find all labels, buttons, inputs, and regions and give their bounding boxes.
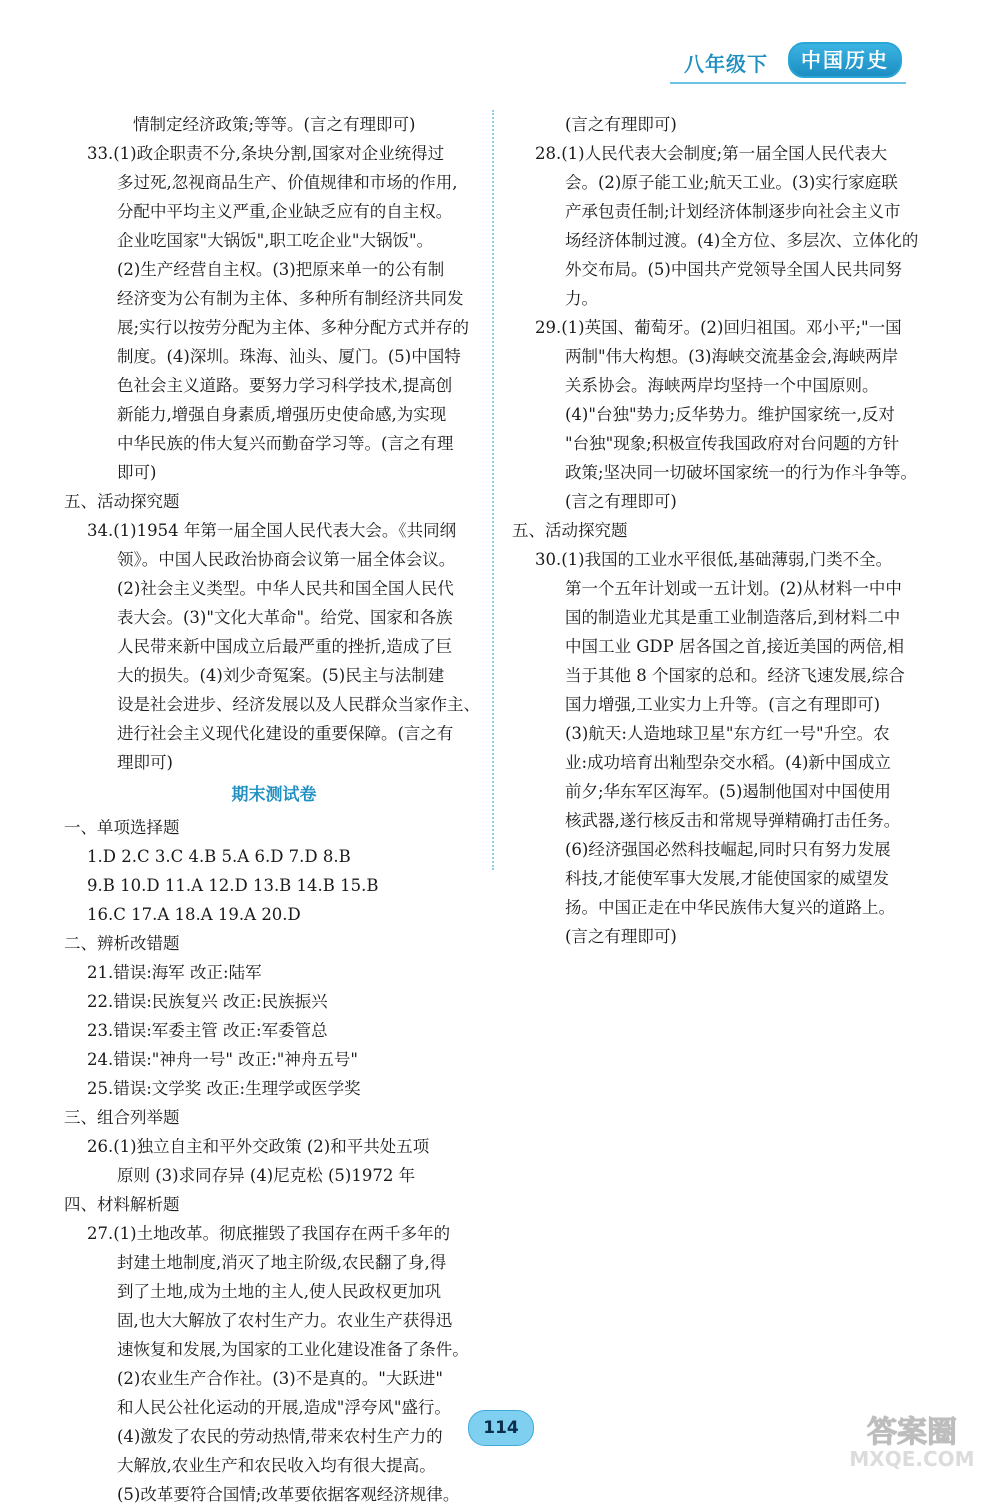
page-header [670, 42, 910, 92]
correction-row: 23.错误:军委主管 改正:军委管总 [87, 1021, 328, 1040]
text-line: 产承包责任制;计划经济体制逐步向社会主义市 [565, 202, 901, 221]
text-line: "台独"现象;积极宣传我国政府对台问题的方针 [565, 434, 900, 453]
text-line: (2)农业生产合作社。(3)不是真的。"大跃进" [117, 1369, 443, 1388]
text-line: 关系协会。海峡两岸均坚持一个中国原则。 [565, 376, 879, 395]
question-33: 33.(1)政企职责不分,条块分割,国家对企业统得过 [87, 144, 445, 163]
section-heading: 一、单项选择题 [64, 818, 180, 837]
text-line: 中华民族的伟大复兴而勤奋学习等。(言之有理 [117, 434, 454, 453]
text-line: (言之有理即可) [565, 492, 677, 511]
text-line: 国的制造业尤其是重工业制造落后,到材料二中 [565, 608, 901, 627]
answer-row: 1.D 2.C 3.C 4.B 5.A 6.D 7.D 8.B [87, 847, 351, 866]
text-line: 核武器,遂行核反击和常规导弹精确打击任务。 [565, 811, 901, 830]
question-29: 29.(1)英国、葡萄牙。(2)回归祖国。邓小平;"一国 [535, 318, 902, 337]
text-line: (2)社会主义类型。中华人民共和国全国人民代 [117, 579, 454, 598]
text-line: (言之有理即可) [565, 927, 677, 946]
text-line: 情制定经济政策;等等。(言之有理即可) [133, 115, 416, 134]
text-line: (言之有理即可) [565, 115, 677, 134]
text-line: (6)经济强国必然科技崛起,同时只有努力发展 [565, 840, 891, 859]
question-27: 27.(1)土地改革。彻底摧毁了我国存在两千多年的 [87, 1224, 451, 1243]
text-line: 政策;坚决同一切破坏国家统一的行为作斗争等。 [565, 463, 918, 482]
header-underline [670, 82, 906, 84]
page-number: 114 [468, 1410, 534, 1446]
section-heading: 五、活动探究题 [512, 521, 628, 540]
question-28: 28.(1)人民代表大会制度;第一届全国人民代表大 [535, 144, 888, 163]
text-line: 大的损失。(4)刘少奇冤案。(5)民主与法制建 [117, 666, 445, 685]
text-line: (4)"台独"势力;反华势力。维护国家统一,反对 [565, 405, 895, 424]
correction-row: 22.错误:民族复兴 改正:民族振兴 [87, 992, 328, 1011]
text-line: 外交布局。(5)中国共产党领导全国人民共同努 [565, 260, 902, 279]
text-line: 科技,才能使军事大发展,才能使国家的威望发 [565, 869, 889, 888]
text-line: 前夕;华东军区海军。(5)遏制他国对中国使用 [565, 782, 891, 801]
text-line: 企业吃国家"大锅饭",职工吃企业"大锅饭"。 [117, 231, 434, 250]
text-line: 理即可) [117, 753, 173, 772]
text-line: 第一个五年计划或一五计划。(2)从材料一中中 [565, 579, 902, 598]
correction-row: 25.错误:文学奖 改正:生理学或医学奖 [87, 1079, 361, 1098]
text-line: 表大会。(3)"文化大革命"。给党、国家和各族 [117, 608, 453, 627]
subject-badge: 中国历史 [788, 42, 902, 78]
watermark-text-bottom: MXQE.COM [849, 1447, 975, 1470]
watermark-logo [832, 1408, 992, 1470]
final-exam-title: 期末测试卷 [231, 785, 317, 805]
text-line: (2)生产经营自主权。(3)把原来单一的公有制 [117, 260, 445, 279]
text-line: 中国工业 GDP 居各国之首,接近美国的两倍,相 [565, 637, 904, 656]
text-line: 进行社会主义现代化建设的重要保障。(言之有 [117, 724, 454, 743]
text-line: 即可) [117, 463, 157, 482]
text-line: 两制"伟大构想。(3)海峡交流基金会,海峡两岸 [565, 347, 899, 366]
right-column [512, 110, 932, 951]
text-line: 展;实行以按劳分配为主体、多种分配方式并存的 [117, 318, 470, 337]
section-heading: 三、组合列举题 [64, 1108, 180, 1127]
question-30: 30.(1)我国的工业水平很低,基础薄弱,门类不全。 [535, 550, 893, 569]
answer-row: 9.B 10.D 11.A 12.D 13.B 14.B 15.B [87, 876, 379, 895]
text-line: 分配中平均主义严重,企业缺乏应有的自主权。 [117, 202, 453, 221]
text-line: 大解放,农业生产和农民收入均有很大提高。 [117, 1456, 436, 1475]
question-34: 34.(1)1954 年第一届全国人民代表大会。《共同纲 [87, 521, 457, 540]
text-line: 原则 (3)求同存异 (4)尼克松 (5)1972 年 [117, 1166, 416, 1185]
text-line: 和人民公社化运动的开展,造成"浮夸风"盛行。 [117, 1398, 451, 1417]
correction-row: 24.错误:"神舟一号" 改正:"神舟五号" [87, 1050, 358, 1069]
text-line: 速恢复和发展,为国家的工业化建设准备了条件。 [117, 1340, 469, 1359]
text-line: 人民带来新中国成立后最严重的挫折,造成了巨 [117, 637, 453, 656]
text-line: 到了土地,成为土地的主人,使人民政权更加巩 [117, 1282, 441, 1301]
grade-label: 八年级下 [684, 52, 768, 76]
text-line: 固,也大大解放了农村生产力。农业生产获得迅 [117, 1311, 453, 1330]
text-line: 新能力,增强自身素质,增强历史使命感,为实现 [117, 405, 447, 424]
text-line: (3)航天:人造地球卫星"东方红一号"升空。农 [565, 724, 890, 743]
text-line: 业:成功培育出籼型杂交水稻。(4)新中国成立 [565, 753, 891, 772]
left-column [64, 110, 484, 1509]
text-line: 国力增强,工业实力上升等。(言之有理即可) [565, 695, 881, 714]
text-line: 会。(2)原子能工业;航天工业。(3)实行家庭联 [565, 173, 898, 192]
answer-row: 16.C 17.A 18.A 19.A 20.D [87, 905, 301, 924]
section-heading: 五、活动探究题 [64, 492, 180, 511]
text-line: 封建土地制度,消灭了地主阶级,农民翻了身,得 [117, 1253, 447, 1272]
text-line: (4)激发了农民的劳动热情,带来农村生产力的 [117, 1427, 443, 1446]
text-line: (5)改革要符合国情;改革要依据客观经济规律。 [117, 1485, 460, 1504]
text-line: 场经济体制过渡。(4)全方位、多层次、立体化的 [565, 231, 919, 250]
correction-row: 21.错误:海军 改正:陆军 [87, 963, 262, 982]
text-line: 当于其他 8 个国家的总和。经济飞速发展,综合 [565, 666, 905, 685]
text-line: 制度。(4)深圳。珠海、汕头、厦门。(5)中国特 [117, 347, 461, 366]
question-26: 26.(1)独立自主和平外交政策 (2)和平共处五项 [87, 1137, 430, 1156]
text-line: 力。 [565, 289, 598, 308]
section-heading: 四、材料解析题 [64, 1195, 180, 1214]
watermark-text-top: 答案圈 [867, 1415, 957, 1450]
text-line: 设是社会进步、经济发展以及人民群众当家作主、 [117, 695, 480, 714]
text-line: 多过死,忽视商品生产、价值规律和市场的作用, [117, 173, 458, 192]
section-heading: 二、辨析改错题 [64, 934, 180, 953]
text-line: 色社会主义道路。要努力学习科学技术,提高创 [117, 376, 453, 395]
text-line: 领》。中国人民政治协商会议第一届全体会议。 [117, 550, 456, 569]
text-line: 扬。中国正走在中华民族伟大复兴的道路上。 [565, 898, 895, 917]
column-divider [492, 110, 494, 870]
text-line: 经济变为公有制为主体、多种所有制经济共同发 [117, 289, 464, 308]
